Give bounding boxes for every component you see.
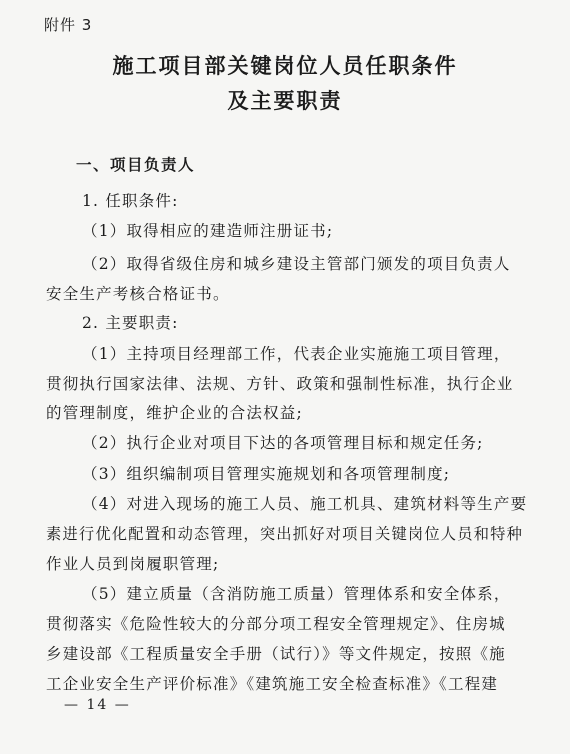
paragraph-line: 的管理制度，维护企业的合法权益;	[46, 404, 303, 422]
paragraph-line: 1. 任职条件:	[82, 192, 179, 210]
paragraph-line: 工企业安全生产评价标准》《建筑施工安全检查标准》《工程建	[46, 675, 499, 693]
paragraph-line: 2. 主要职责:	[82, 314, 179, 332]
paragraph-line: 安全生产考核合格证书。	[46, 285, 230, 303]
paragraph-line: 贯彻落实《危险性较大的分部分项工程安全管理规定》、住房城	[46, 615, 506, 633]
document-title-line-1: 施工项目部关键岗位人员任职条件	[112, 54, 458, 78]
page-number: — 14 —	[64, 697, 131, 713]
paragraph-line: （5）建立质量（含消防施工质量）管理体系和安全体系，	[82, 585, 511, 603]
paragraph-line: 作业人员到岗履职管理;	[46, 555, 220, 573]
paragraph-line: （1）主持项目经理部工作，代表企业实施施工项目管理，	[82, 345, 511, 363]
paragraph-line: （2）执行企业对项目下达的各项管理目标和规定任务;	[82, 434, 484, 452]
document-title-line-2: 及主要职责	[227, 89, 343, 113]
paragraph-line: （1）取得相应的建造师注册证书;	[82, 222, 334, 240]
paragraph-line: （4）对进入现场的施工人员、施工机具、建筑材料等生产要	[82, 495, 528, 513]
paragraph-line: 贯彻执行国家法律、法规、方针、政策和强制性标准，执行企业	[46, 375, 514, 393]
section-heading: 一、项目负责人	[76, 156, 196, 174]
attachment-label: 附件 3	[44, 16, 93, 34]
paragraph-line: 乡建设部《工程质量安全手册（试行）》等文件规定，按照《施	[46, 645, 506, 663]
paragraph-line: （3）组织编制项目管理实施规划和各项管理制度;	[82, 465, 451, 483]
paragraph-line: （2）取得省级住房和城乡建设主管部门颁发的项目负责人	[82, 255, 511, 273]
paragraph-line: 素进行优化配置和动态管理，突出抓好对项目关键岗位人员和特种	[46, 525, 524, 543]
